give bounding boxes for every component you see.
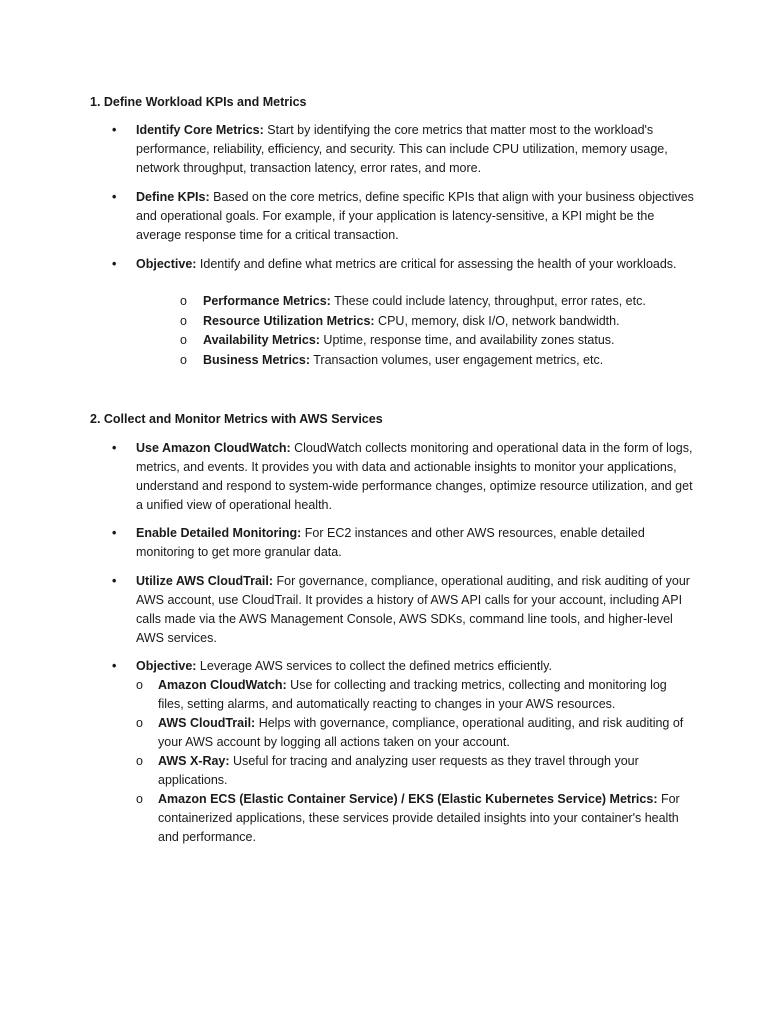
sub-marker: o [136,716,143,730]
sub-marker: o [136,754,143,768]
sub-marker: o [180,314,187,328]
bullet-text [136,572,696,648]
sub-text [158,676,688,714]
bullet-marker: • [112,123,117,137]
section-2-heading: 2. Collect and Monitor Metrics with AWS Services [90,412,383,426]
bullet-body: CloudWatch collects monitoring and operational data in the form of logs, metrics, and events. It provides you with data and actionable insights to monitor your applications, understand and respond to system-wide performance changes, optimize resource utilization, and get a unified view of operational health. [136,441,693,512]
bullet-label: Utilize AWS CloudTrail: [136,574,274,588]
bullet-label: Identify Core Metrics: [136,123,264,137]
bullet-marker: • [112,257,117,271]
bullet-text [136,188,696,245]
sub-body: For containerized applications, these services provide detailed insights into your container's health and performance. [158,792,680,844]
bullet-label: Define KPIs: [136,190,210,204]
sub-label: Performance Metrics: [203,294,331,308]
bullet-body: Based on the core metrics, define specific KPIs that align with your business objectives and operational goals. For example, if your application is latency-sensitive, a KPI might be the average response time for a critical transaction. [136,190,694,242]
sub-body: Transaction volumes, user engagement metrics, etc. [309,353,604,367]
bullet-body: For governance, compliance, operational auditing, and risk auditing of your AWS account, use CloudTrail. It provides a history of AWS API calls for your account, including API calls made via the AWS Management Console, AWS SDKs, command line tools, and higher-level AWS services. [136,574,690,645]
section-1-heading: 1. Define Workload KPIs and Metrics [90,95,307,109]
bullet-body: For EC2 instances and other AWS resources, enable detailed monitoring to get more granular data. [136,526,645,559]
bullet-text [136,255,696,274]
sub-marker: o [180,353,187,367]
bullet-body: Identify and define what metrics are critical for assessing the health of your workloads. [196,257,677,271]
bullet-label: Objective: [136,659,197,673]
bullet-label: Enable Detailed Monitoring: [136,526,302,540]
sub-marker: o [136,792,143,806]
sub-label: Availability Metrics: [203,333,320,347]
sub-text [158,790,688,847]
sub-label: Amazon ECS (Elastic Container Service) / EKS (Elastic Kubernetes Service) Metrics: [158,792,658,806]
sub-text [203,351,723,370]
bullet-text [136,524,696,562]
bullet-marker: • [112,659,117,673]
sub-text [158,752,688,790]
bullet-marker: • [112,190,117,204]
bullet-label: Use Amazon CloudWatch: [136,441,291,455]
sub-text [203,292,723,311]
bullet-text [136,439,696,515]
bullet-marker: • [112,574,117,588]
sub-body: Helps with governance, compliance, operational auditing, and risk auditing of your AWS account by logging all actions taken on your account. [158,716,684,749]
sub-body: Use for collecting and tracking metrics, collecting and monitoring log files, setting alarms, and automatically reacting to changes in your AWS resources. [158,678,667,711]
sub-text [158,714,688,752]
bullet-marker: • [112,441,117,455]
sub-label: Amazon CloudWatch: [158,678,287,692]
sub-marker: o [180,294,187,308]
sub-body: Useful for tracing and analyzing user requests as they travel through your applications. [158,754,639,787]
sub-label: AWS CloudTrail: [158,716,256,730]
bullet-body: Leverage AWS services to collect the defined metrics efficiently. [196,659,552,673]
sub-label: Business Metrics: [203,353,310,367]
bullet-body: Start by identifying the core metrics that matter most to the workload's performance, reliability, efficiency, and security. This can include CPU utilization, memory usage, network throughput, transaction latency, error rates, and more. [136,123,668,175]
sub-text [203,312,723,331]
sub-text [203,331,723,350]
sub-label: AWS X-Ray: [158,754,230,768]
sub-marker: o [180,333,187,347]
sub-body: These could include latency, throughput, error rates, etc. [330,294,646,308]
sub-marker: o [136,678,143,692]
bullet-text [136,657,696,676]
bullet-label: Objective: [136,257,197,271]
sub-body: Uptime, response time, and availability zones status. [319,333,615,347]
sub-label: Resource Utilization Metrics: [203,314,375,328]
sub-body: CPU, memory, disk I/O, network bandwidth. [374,314,620,328]
bullet-marker: • [112,526,117,540]
bullet-text [136,121,696,178]
